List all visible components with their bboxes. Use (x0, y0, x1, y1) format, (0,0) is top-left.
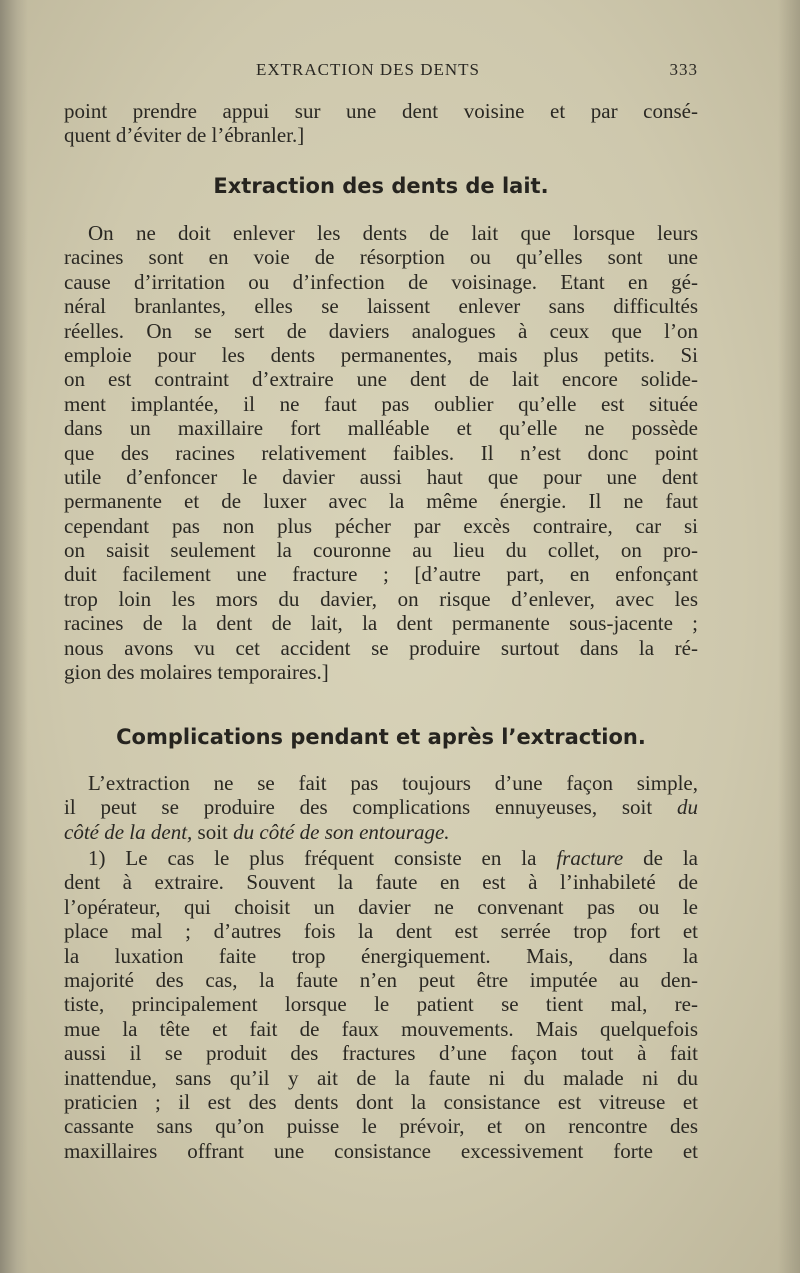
text-line: la luxation faite trop énergiquement. Mais, dans la (64, 943, 698, 968)
text-line: cause d’irritation ou d’infection de voisinage. Etant en gé- (64, 269, 698, 294)
section-heading: Complications pendant et après l’extraction. (116, 725, 646, 749)
text-line (64, 846, 698, 870)
text-line: tiste, principalement lorsque le patient se tient mal, re- (64, 992, 698, 1017)
text-line: utile d’enfoncer le davier aussi haut que pour une dent (64, 464, 698, 489)
text-line: majorité des cas, la faute n’en peut être imputée au den- (64, 967, 698, 992)
text-line: point prendre appui sur une dent voisine et par consé- (64, 99, 698, 123)
text-line: nous avons vu cet accident se produire surtout dans la ré- (64, 635, 698, 660)
text-line: mue la tête et fait de faux mouvements. Mais quelquefois (64, 1016, 698, 1041)
italic-text: fracture (556, 846, 624, 870)
italic-text: côté de la dent, (64, 819, 193, 844)
text-fragment: il peut se produire des complications ennuyeuses, soit (64, 795, 653, 820)
italic-text: du (677, 795, 698, 820)
page-edge-shadow-left (0, 0, 28, 1273)
text-line (64, 820, 698, 844)
running-head (64, 60, 698, 84)
text-line: néral branlantes, elles se laissent enlever sans difficultés (64, 294, 698, 319)
text-line: L’extraction ne se fait pas toujours d’une façon simple, (88, 771, 698, 795)
text-fragment: soit (197, 819, 228, 844)
text-line: réelles. On se sert de daviers analogues à ceux que l’on (64, 318, 698, 343)
text-line: trop loin les mors du davier, on risque d’enlever, avec les (64, 586, 698, 611)
text-line: racines de la dent de lait, la dent permanente sous-jacente ; (64, 611, 698, 636)
text-line: dent à extraire. Souvent la faute en est à l’inhabileté de (64, 870, 698, 895)
text-line: aussi il se produit des fractures d’une façon tout à fait (64, 1041, 698, 1066)
page-number: 333 (669, 60, 698, 79)
text-line: cassante sans qu’on puisse le prévoir, et on rencontre des (64, 1114, 698, 1139)
text-line: cependant pas non plus pécher par excès contraire, car si (64, 513, 698, 538)
text-line: ment implantée, il ne faut pas oublier qu’elle est située (64, 391, 698, 416)
text-line: On ne doit enlever les dents de lait que lorsque leurs (88, 221, 698, 245)
text-line: quent d’éviter de l’ébranler.] (64, 123, 305, 148)
page-edge-shadow-right (778, 0, 800, 1273)
text-fragment: de la (643, 846, 699, 870)
text-fragment: 1) Le cas le plus fréquent consiste en la (88, 846, 537, 870)
text-line: maxillaires offrant une consistance excessivement forte et (64, 1138, 698, 1163)
intro-paragraph (64, 99, 698, 148)
text-line: on est contraint d’extraire une dent de lait encore solide- (64, 367, 698, 392)
text-line: permanente et de luxer avec la même énergie. Il ne faut (64, 489, 698, 514)
section-heading: Extraction des dents de lait. (213, 174, 549, 198)
section2-paragraph-2 (64, 846, 698, 1163)
italic-text: du côté de son entourage. (233, 819, 450, 844)
text-line: gion des molaires temporaires.] (64, 660, 329, 685)
section1-paragraph (64, 221, 698, 684)
text-line: on saisit seulement la couronne au lieu du collet, on pro- (64, 538, 698, 563)
section2-paragraph-1 (64, 771, 698, 844)
text-line (64, 795, 698, 819)
text-line: duit facilement une fracture ; [d’autre part, en enfonçant (64, 562, 698, 587)
text-line: racines sont en voie de résorption ou qu’elles sont une (64, 245, 698, 270)
text-line: l’opérateur, qui choisit un davier ne convenant pas ou le (64, 894, 698, 919)
text-line: inattendue, sans qu’il y ait de la faute ni du malade ni du (64, 1065, 698, 1090)
text-line: que des racines relativement faibles. Il n’est donc point (64, 440, 698, 465)
text-line: emploie pour les dents permanentes, mais plus petits. Si (64, 342, 698, 367)
running-title: EXTRACTION DES DENTS (256, 60, 480, 79)
text-line: praticien ; il est des dents dont la consistance est vitreuse et (64, 1089, 698, 1114)
text-line: dans un maxillaire fort malléable et qu’elle ne possède (64, 416, 698, 441)
text-line: place mal ; d’autres fois la dent est serrée trop fort et (64, 919, 698, 944)
